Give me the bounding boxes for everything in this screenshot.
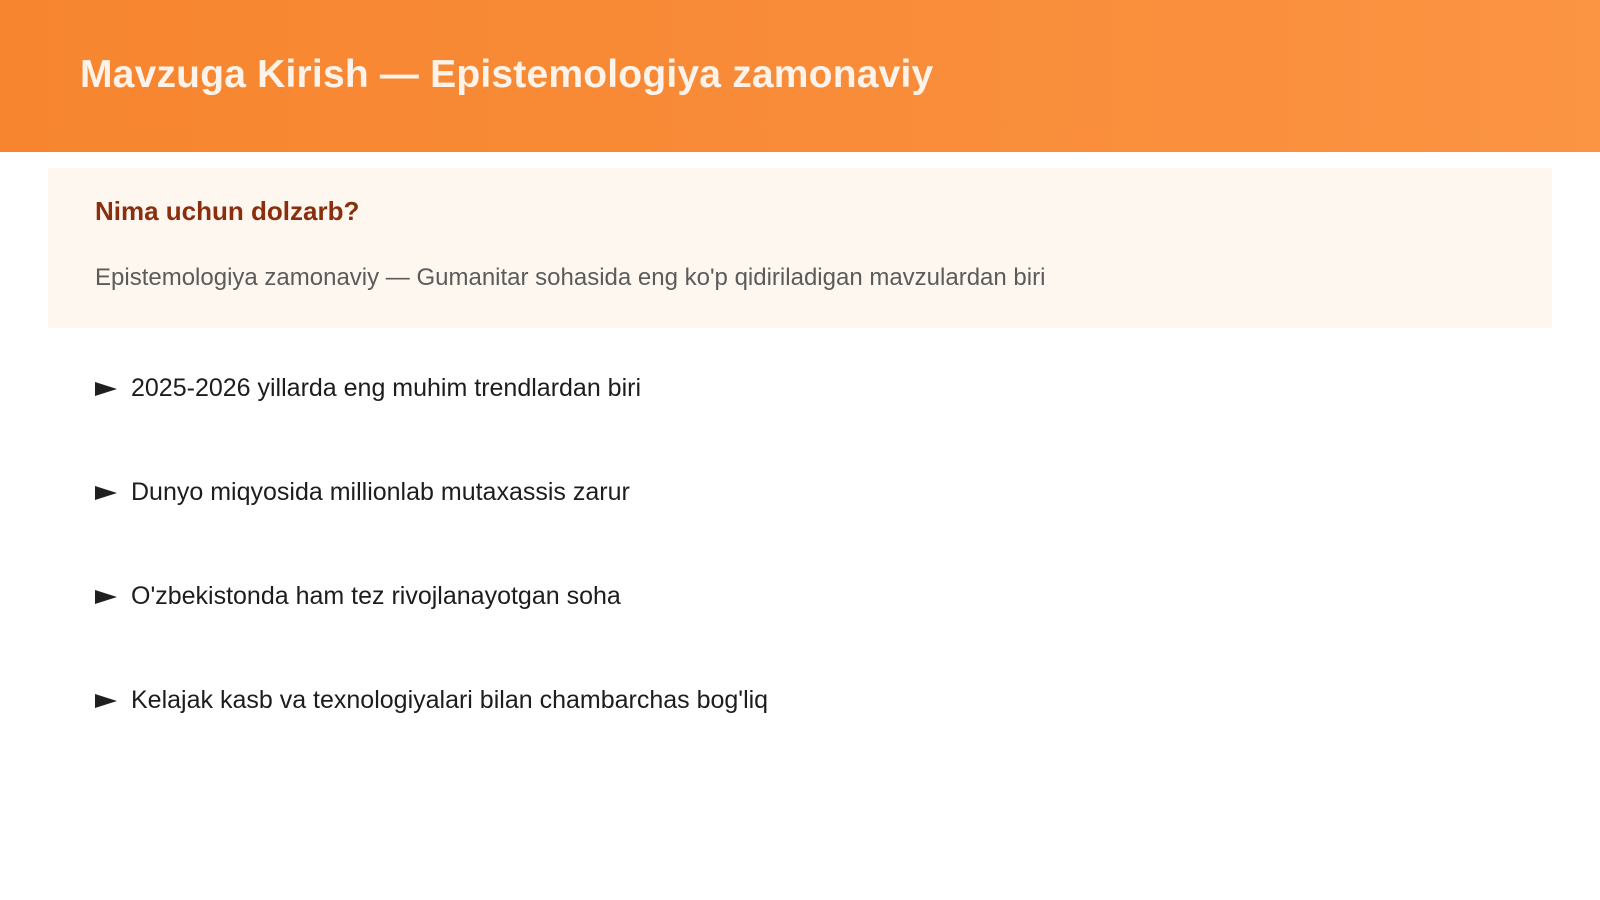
triangle-right-icon [95, 694, 117, 708]
bullet-text: Dunyo miqyosida millionlab mutaxassis zarur [131, 478, 630, 506]
bullet-item [95, 472, 630, 512]
callout-text: Epistemologiya zamonaviy — Gumanitar sohasida eng ko'p qidiriladigan mavzulardan biri [95, 264, 1046, 291]
callout-title: Nima uchun dolzarb? [95, 196, 360, 226]
bullet-text: O'zbekistonda ham tez rivojlanayotgan soha [131, 582, 621, 610]
slide-title: Mavzuga Kirish — Epistemologiya zamonaviy [80, 53, 934, 96]
bullet-item [95, 368, 641, 408]
bullet-item [95, 576, 621, 616]
bullet-text: Kelajak kasb va texnologiyalari bilan chambarchas bog'liq [131, 686, 769, 714]
triangle-right-icon [95, 486, 117, 500]
bullet-item [95, 680, 768, 720]
triangle-right-icon [95, 382, 117, 396]
bullet-text: 2025-2026 yillarda eng muhim trendlardan biri [131, 374, 642, 402]
callout-box [48, 168, 1552, 328]
triangle-right-icon [95, 590, 117, 604]
header-bar [0, 0, 1600, 152]
